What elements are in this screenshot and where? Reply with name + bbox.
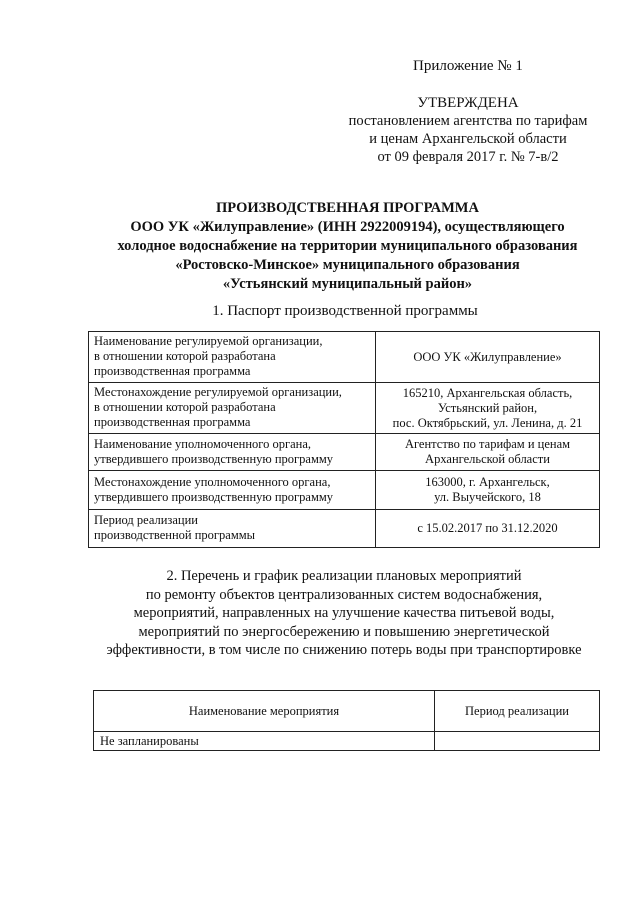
row-label: Период реализации производственной программы: [89, 510, 376, 548]
table-row: [94, 732, 600, 751]
events-table: [93, 690, 600, 751]
column-header-period: Период реализации: [435, 691, 600, 732]
appendix-label: Приложение № 1: [413, 58, 523, 74]
table-row: [89, 510, 600, 548]
table-row: [89, 332, 600, 383]
row-label: Местонахождение регулируемой организации, в отношении которой разработана производственная программа: [89, 383, 376, 434]
approved-label: УТВЕРЖДЕНА: [417, 95, 519, 111]
heading-line: по ремонту объектов централизованных систем водоснабжения,: [145, 586, 543, 603]
heading-line: мероприятий, направленных на улучшение качества питьевой воды,: [133, 605, 555, 621]
table-row: [89, 434, 600, 471]
approval-line: постановлением агентства по тарифам: [348, 113, 588, 129]
row-label: Наименование регулируемой организации, в отношении которой разработана производственная программа: [89, 332, 376, 383]
section-1-heading: 1. Паспорт производственной программы: [212, 303, 478, 319]
title-line: холодное водоснабжение на территории муниципального образования: [117, 238, 578, 254]
row-value: Агентство по тарифам и ценам Архангельской области: [376, 434, 600, 471]
event-cell: Не запланированы: [94, 732, 435, 751]
period-cell: [435, 732, 600, 751]
approval-stamp: [330, 94, 606, 166]
table-row: [89, 383, 600, 434]
document-title: [95, 199, 600, 294]
approval-line: и ценам Архангельской области: [369, 131, 567, 147]
section-2-heading: [88, 567, 600, 660]
row-value: 165210, Архангельская область, Устьянский район, пос. Октябрьский, ул. Ленина, д. 21: [376, 383, 600, 434]
title-line: ООО УК «Жилуправление» (ИНН 2922009194), осуществляющего: [130, 219, 565, 235]
heading-line: эффективности, в том числе по снижению потерь воды при транспортировке: [106, 642, 582, 658]
table-row: [89, 471, 600, 510]
approval-line: от 09 февраля 2017 г. № 7-в/2: [377, 149, 559, 165]
table-header-row: [94, 691, 600, 732]
row-value: 163000, г. Архангельск, ул. Выучейского, 18: [376, 471, 600, 510]
title-line: «Ростовско-Минское» муниципального образования: [175, 257, 520, 273]
row-value: ООО УК «Жилуправление»: [376, 332, 600, 383]
title-line: ПРОИЗВОДСТВЕННАЯ ПРОГРАММА: [216, 200, 479, 216]
row-label: Местонахождение уполномоченного органа, утвердившего производственную программу: [89, 471, 376, 510]
row-value: с 15.02.2017 по 31.12.2020: [376, 510, 600, 548]
row-label: Наименование уполномоченного органа, утвердившего производственную программу: [89, 434, 376, 471]
column-header-event: Наименование мероприятия: [94, 691, 435, 732]
title-line: «Устьянский муниципальный район»: [222, 276, 473, 292]
passport-table: [88, 331, 600, 548]
heading-line: мероприятий по энергосбережению и повышению энергетической: [138, 623, 550, 640]
heading-line: 2. Перечень и график реализации плановых мероприятий: [166, 568, 522, 584]
